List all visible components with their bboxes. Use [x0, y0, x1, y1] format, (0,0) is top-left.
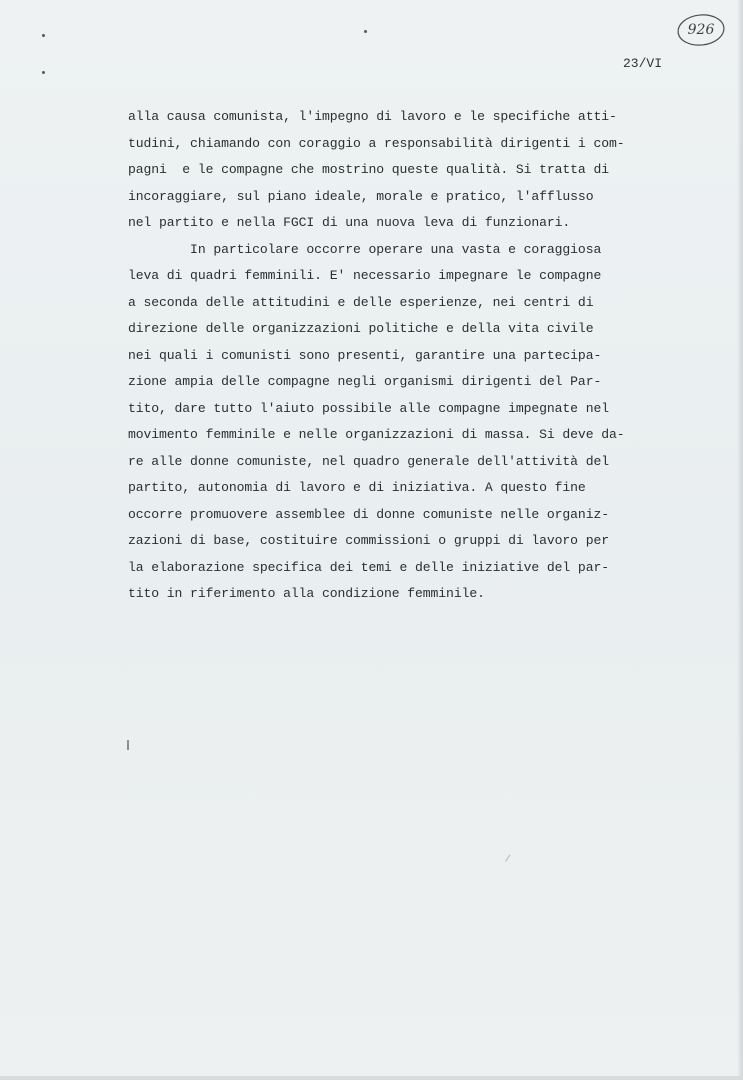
document-body [128, 104, 698, 608]
punch-mark [364, 30, 367, 33]
text-line: In particolare occorre operare una vasta e coraggiosa [128, 241, 602, 257]
punch-mark [42, 34, 45, 37]
page-edge-right [737, 0, 743, 1080]
text-line: pagni e le compagne che mostrino queste qualità. Si tratta di [128, 162, 609, 177]
text-line: zione ampia delle compagne negli organismi dirigenti del Par- [128, 374, 602, 389]
text-line: nel partito e nella FGCI di una nuova leva di funzionari. [128, 215, 571, 230]
archive-stamp [676, 13, 726, 47]
text-line: movimento femminile e nelle organizzazioni di massa. Si deve da- [128, 427, 625, 442]
text-line: alla causa comunista, l'impegno di lavoro e le specifiche atti- [128, 109, 617, 124]
text-line: leva di quadri femminili. E' necessario impegnare le compagne [128, 268, 602, 283]
text-line: la elaborazione specifica dei temi e delle iniziative del par- [128, 559, 609, 575]
paper-speck [505, 855, 513, 864]
text-line: occorre promuovere assemblee di donne comuniste nelle organiz- [128, 506, 609, 522]
text-line: re alle donne comuniste, nel quadro generale dell'attività del [128, 453, 609, 469]
stamp-number: 926 [687, 22, 715, 38]
text-line: direzione delle organizzazioni politiche e della vita civile [128, 321, 594, 336]
text-line: tito, dare tutto l'aiuto possibile alle compagne impegnate nel [128, 400, 609, 416]
punch-mark [42, 71, 45, 74]
text-line: incoraggiare, sul piano ideale, morale e pratico, l'afflusso [128, 188, 594, 204]
text-line: a seconda delle attitudini e delle esperienze, nei centri di [128, 294, 594, 310]
text-line: partito, autonomia di lavoro e di iniziativa. A questo fine [128, 480, 586, 495]
text-line: zazioni di base, costituire commissioni o gruppi di lavoro per [128, 533, 609, 548]
text-line: tudini, chiamando con coraggio a responsabilità dirigenti i com- [128, 135, 625, 151]
text-line: tito in riferimento alla condizione femminile. [128, 586, 485, 601]
page-edge-bottom [0, 1076, 743, 1080]
page-reference: 23/VI [623, 56, 663, 71]
margin-mark [127, 740, 129, 750]
text-line: nei quali i comunisti sono presenti, garantire una partecipa- [128, 347, 602, 363]
